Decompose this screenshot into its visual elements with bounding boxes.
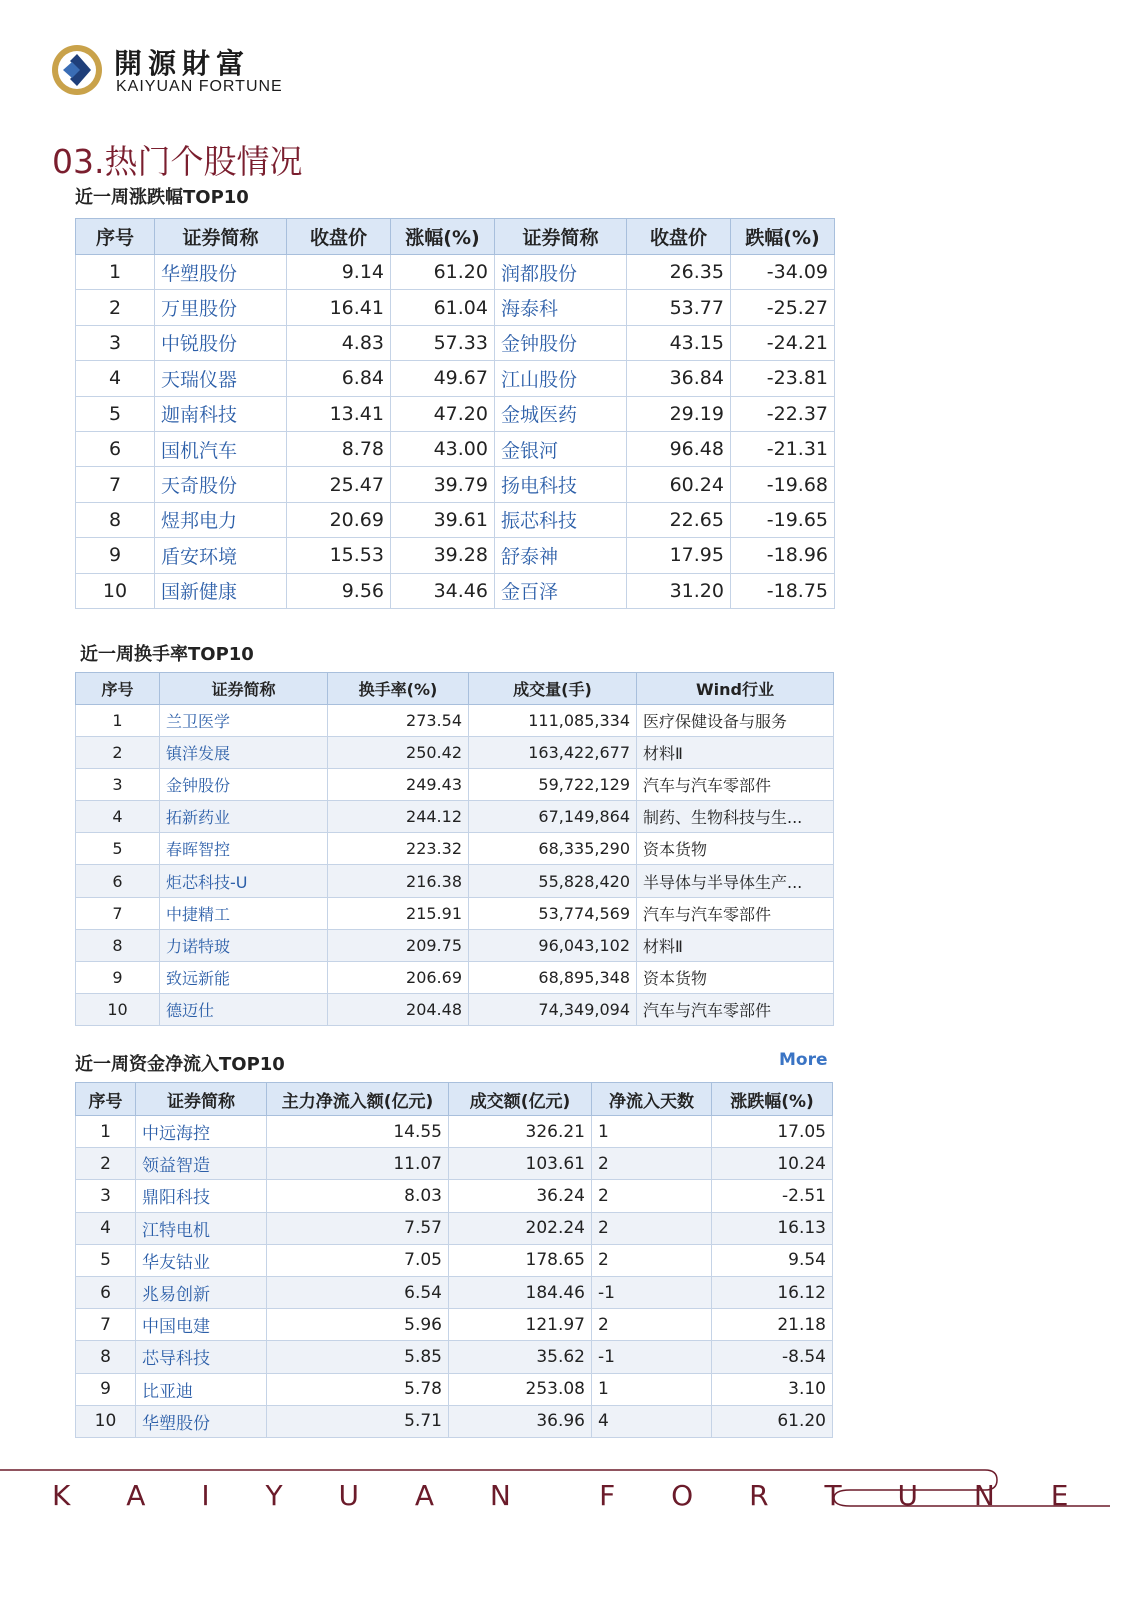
table-cell: 3.10 [712,1373,833,1405]
stock-name-link[interactable]: 兆易创新 [136,1276,267,1308]
stock-name-link[interactable]: 江山股份 [495,361,627,396]
table-cell: 96.48 [627,431,731,466]
table-cell: 7 [76,467,155,502]
table-cell: 8 [76,929,160,961]
column-header: 涨跌幅(%) [712,1083,833,1116]
table-cell: 9 [76,1373,136,1405]
table-cell: 273.54 [328,705,469,737]
stock-name-link[interactable]: 炬芯科技-U [160,865,328,897]
table-cell: 8 [76,502,155,537]
table-cell: 25.47 [287,467,391,502]
kaiyuan-logo-icon [50,42,106,98]
table-cell: 249.43 [328,769,469,801]
stock-name-link[interactable]: 金城医药 [495,396,627,431]
table-header-row [76,673,834,705]
table-cell: 3 [76,325,155,360]
table-cell: 29.19 [627,396,731,431]
table-cell: 36.24 [449,1180,592,1212]
stock-name-link[interactable]: 华塑股份 [155,255,287,290]
stock-name-link[interactable]: 迦南科技 [155,396,287,431]
table-cell: 10 [76,573,155,608]
table-cell: 2 [76,737,160,769]
table-cell: 5.85 [267,1341,449,1373]
stock-name-link[interactable]: 润都股份 [495,255,627,290]
table-cell: 61.20 [391,255,495,290]
table-cell: 4 [76,801,160,833]
column-header: 净流入天数 [592,1083,712,1116]
table-cell: 10.24 [712,1148,833,1180]
table-row [76,467,835,502]
table-cell: 10 [76,993,160,1025]
table-cell: 5.96 [267,1309,449,1341]
table-cell: 2 [592,1148,712,1180]
stock-name-link[interactable]: 扬电科技 [495,467,627,502]
column-header: 序号 [76,1083,136,1116]
table-cell: 1 [76,1116,136,1148]
table-cell: -25.27 [731,290,835,325]
table-cell: 14.55 [267,1116,449,1148]
table-cell: 8.78 [287,431,391,466]
stock-name-link[interactable]: 舒泰神 [495,538,627,573]
table-cell: 2 [76,1148,136,1180]
table-cell: 4.83 [287,325,391,360]
column-header: 成交额(亿元) [449,1083,592,1116]
table-cell: 6 [76,431,155,466]
table-cell: -19.68 [731,467,835,502]
table-cell: 67,149,864 [469,801,637,833]
table-cell: -23.81 [731,361,835,396]
table-cell: 326.21 [449,1116,592,1148]
table-cell: 资本货物 [637,961,834,993]
table-row [76,396,835,431]
table-cell: 53.77 [627,290,731,325]
table-cell: 68,895,348 [469,961,637,993]
table-cell: 206.69 [328,961,469,993]
table-row [76,1341,833,1373]
table-cell: 204.48 [328,993,469,1025]
table2-title: 近一周换手率TOP10 [80,644,254,665]
stock-name-link[interactable]: 春晖智控 [160,833,328,865]
table-cell: 7.05 [267,1244,449,1276]
table-cell: 35.62 [449,1341,592,1373]
table-cell: 汽车与汽车零部件 [637,769,834,801]
table-row [76,929,834,961]
table-cell: 制药、生物科技与生... [637,801,834,833]
table-cell: 184.46 [449,1276,592,1308]
table-row [76,1212,833,1244]
table-row [76,573,835,608]
table-cell: 2 [592,1180,712,1212]
table-cell: 49.67 [391,361,495,396]
column-header: 证券简称 [495,219,627,255]
table-cell: 2 [592,1244,712,1276]
turnover-table [75,672,834,1026]
table-cell: -1 [592,1341,712,1373]
stock-name-link[interactable]: 兰卫医学 [160,705,328,737]
table-cell: 9.14 [287,255,391,290]
stock-name-link[interactable]: 力诺特玻 [160,929,328,961]
table-row [76,1244,833,1276]
table-cell: 22.65 [627,502,731,537]
table-cell: 39.79 [391,467,495,502]
table-cell: -24.21 [731,325,835,360]
logo-english-name: KAIYUAN FORTUNE [116,78,283,95]
table-cell: 5.71 [267,1405,449,1437]
table-row [76,865,834,897]
stock-name-link[interactable]: 煜邦电力 [155,502,287,537]
table-cell: 53,774,569 [469,897,637,929]
stock-name-link[interactable]: 拓新药业 [160,801,328,833]
table-cell: 1 [592,1116,712,1148]
table-cell: 16.13 [712,1212,833,1244]
table-row [76,737,834,769]
table-row [76,1148,833,1180]
table-cell: 5.78 [267,1373,449,1405]
table-cell: 5 [76,1244,136,1276]
table-row [76,325,835,360]
table-row [76,833,834,865]
table-row [76,705,834,737]
table-row [76,1405,833,1437]
table-cell: 8 [76,1341,136,1373]
table-cell: 5 [76,833,160,865]
table-cell: 7 [76,897,160,929]
stock-name-link[interactable]: 盾安环境 [155,538,287,573]
column-header: 涨幅(%) [391,219,495,255]
table-cell: 57.33 [391,325,495,360]
more-link[interactable]: More [779,1050,828,1070]
table-cell: 43.00 [391,431,495,466]
table-cell: 4 [76,361,155,396]
table-cell: 11.07 [267,1148,449,1180]
table-cell: -34.09 [731,255,835,290]
table-cell: 6 [76,1276,136,1308]
table-cell: -22.37 [731,396,835,431]
table-cell: 9.54 [712,1244,833,1276]
table-cell: 31.20 [627,573,731,608]
table-row [76,961,834,993]
table-row [76,769,834,801]
table-cell: 36.96 [449,1405,592,1437]
table-cell: 61.04 [391,290,495,325]
column-header: 换手率(%) [328,673,469,705]
net-inflow-table [75,1082,833,1438]
table-cell: 111,085,334 [469,705,637,737]
table-cell: 163,422,677 [469,737,637,769]
table-cell: 68,335,290 [469,833,637,865]
column-header: 跌幅(%) [731,219,835,255]
table-cell: 9 [76,961,160,993]
table-cell: 半导体与半导体生产... [637,865,834,897]
stock-name-link[interactable]: 中远海控 [136,1116,267,1148]
table-cell: 21.18 [712,1309,833,1341]
table-cell: 47.20 [391,396,495,431]
table-cell: 4 [592,1405,712,1437]
table-cell: 7 [76,1309,136,1341]
table-cell: 121.97 [449,1309,592,1341]
table-row [76,993,834,1025]
column-header: 证券简称 [160,673,328,705]
stock-name-link[interactable]: 比亚迪 [136,1373,267,1405]
table-cell: 20.69 [287,502,391,537]
table-row [76,1309,833,1341]
table-cell: 43.15 [627,325,731,360]
table-header-row [76,1083,833,1116]
stock-name-link[interactable]: 金钟股份 [160,769,328,801]
table-cell: 6.54 [267,1276,449,1308]
stock-name-link[interactable]: 江特电机 [136,1212,267,1244]
stock-name-link[interactable]: 鼎阳科技 [136,1180,267,1212]
table-header-row [76,219,835,255]
table-cell: 8.03 [267,1180,449,1212]
table-row [76,290,835,325]
table-cell: 9 [76,538,155,573]
table-cell: 2 [592,1309,712,1341]
table-cell: -8.54 [712,1341,833,1373]
table-cell: 1 [592,1373,712,1405]
table-cell: 59,722,129 [469,769,637,801]
column-header: 证券简称 [136,1083,267,1116]
table-row [76,897,834,929]
table-cell: 4 [76,1212,136,1244]
column-header: 证券简称 [155,219,287,255]
stock-name-link[interactable]: 金银河 [495,431,627,466]
table3-title: 近一周资金净流入TOP10 [75,1054,285,1075]
footer-brand-text: K A I Y U A N F O R T U N E [52,1479,1092,1512]
stock-name-link[interactable]: 天奇股份 [155,467,287,502]
table-cell: 60.24 [627,467,731,502]
stock-name-link[interactable]: 海泰科 [495,290,627,325]
table-cell: 223.32 [328,833,469,865]
price-change-table [75,218,835,609]
table-cell: -18.75 [731,573,835,608]
table-cell: 244.12 [328,801,469,833]
table-cell: 13.41 [287,396,391,431]
table-cell: 6 [76,865,160,897]
table-cell: 1 [76,255,155,290]
table-row [76,1180,833,1212]
table-cell: 39.61 [391,502,495,537]
table-cell: 250.42 [328,737,469,769]
stock-name-link[interactable]: 中国电建 [136,1309,267,1341]
stock-name-link[interactable]: 国新健康 [155,573,287,608]
table-cell: -18.96 [731,538,835,573]
stock-name-link[interactable]: 华塑股份 [136,1405,267,1437]
table-cell: 16.12 [712,1276,833,1308]
table-cell: 178.65 [449,1244,592,1276]
table-cell: 26.35 [627,255,731,290]
table-cell: 汽车与汽车零部件 [637,897,834,929]
table1-title: 近一周涨跌幅TOP10 [75,187,249,208]
table-cell: 汽车与汽车零部件 [637,993,834,1025]
table-cell: 202.24 [449,1212,592,1244]
stock-name-link[interactable]: 致远新能 [160,961,328,993]
table-cell: 9.56 [287,573,391,608]
stock-name-link[interactable]: 金钟股份 [495,325,627,360]
stock-name-link[interactable]: 国机汽车 [155,431,287,466]
company-logo [50,42,310,102]
table-cell: 55,828,420 [469,865,637,897]
column-header: 主力净流入额(亿元) [267,1083,449,1116]
stock-name-link[interactable]: 中锐股份 [155,325,287,360]
table-cell: 2 [76,290,155,325]
table-row [76,502,835,537]
stock-name-link[interactable]: 振芯科技 [495,502,627,537]
table-cell: 16.41 [287,290,391,325]
table-cell: 资本货物 [637,833,834,865]
table-row [76,538,835,573]
table-cell: 215.91 [328,897,469,929]
column-header: 序号 [76,673,160,705]
table-cell: 39.28 [391,538,495,573]
table-cell: -19.65 [731,502,835,537]
table-cell: 96,043,102 [469,929,637,961]
stock-name-link[interactable]: 华友钴业 [136,1244,267,1276]
table-cell: 2 [592,1212,712,1244]
column-header: Wind行业 [637,673,834,705]
column-header: 收盘价 [287,219,391,255]
stock-name-link[interactable]: 德迈仕 [160,993,328,1025]
column-header: 成交量(手) [469,673,637,705]
table-cell: 5 [76,396,155,431]
table-cell: 103.61 [449,1148,592,1180]
table-cell: 74,349,094 [469,993,637,1025]
column-header: 序号 [76,219,155,255]
stock-name-link[interactable]: 芯导科技 [136,1341,267,1373]
logo-chinese-name: 開源財富 [114,47,251,80]
table-cell: 253.08 [449,1373,592,1405]
column-header: 收盘价 [627,219,731,255]
table-cell: 3 [76,769,160,801]
table-cell: 3 [76,1180,136,1212]
table-cell: 6.84 [287,361,391,396]
stock-name-link[interactable]: 中捷精工 [160,897,328,929]
table-row [76,1116,833,1148]
table-cell: 34.46 [391,573,495,608]
table-cell: 17.05 [712,1116,833,1148]
table-row [76,1373,833,1405]
table-row [76,361,835,396]
table-row [76,255,835,290]
table-cell: -21.31 [731,431,835,466]
stock-name-link[interactable]: 镇洋发展 [160,737,328,769]
table-cell: 1 [76,705,160,737]
table-cell: 材料Ⅱ [637,737,834,769]
table-cell: 209.75 [328,929,469,961]
table-cell: 61.20 [712,1405,833,1437]
table-cell: 材料Ⅱ [637,929,834,961]
table-cell: 17.95 [627,538,731,573]
table-cell: 15.53 [287,538,391,573]
table-row [76,801,834,833]
table-cell: -1 [592,1276,712,1308]
table-cell: 10 [76,1405,136,1437]
table-cell: -2.51 [712,1180,833,1212]
table-cell: 36.84 [627,361,731,396]
table-row [76,1276,833,1308]
section-title: 03.热门个股情况 [52,142,303,181]
stock-name-link[interactable]: 金百泽 [495,573,627,608]
stock-name-link[interactable]: 天瑞仪器 [155,361,287,396]
table-cell: 216.38 [328,865,469,897]
table-cell: 7.57 [267,1212,449,1244]
stock-name-link[interactable]: 领益智造 [136,1148,267,1180]
table-row [76,431,835,466]
table-cell: 医疗保健设备与服务 [637,705,834,737]
stock-name-link[interactable]: 万里股份 [155,290,287,325]
